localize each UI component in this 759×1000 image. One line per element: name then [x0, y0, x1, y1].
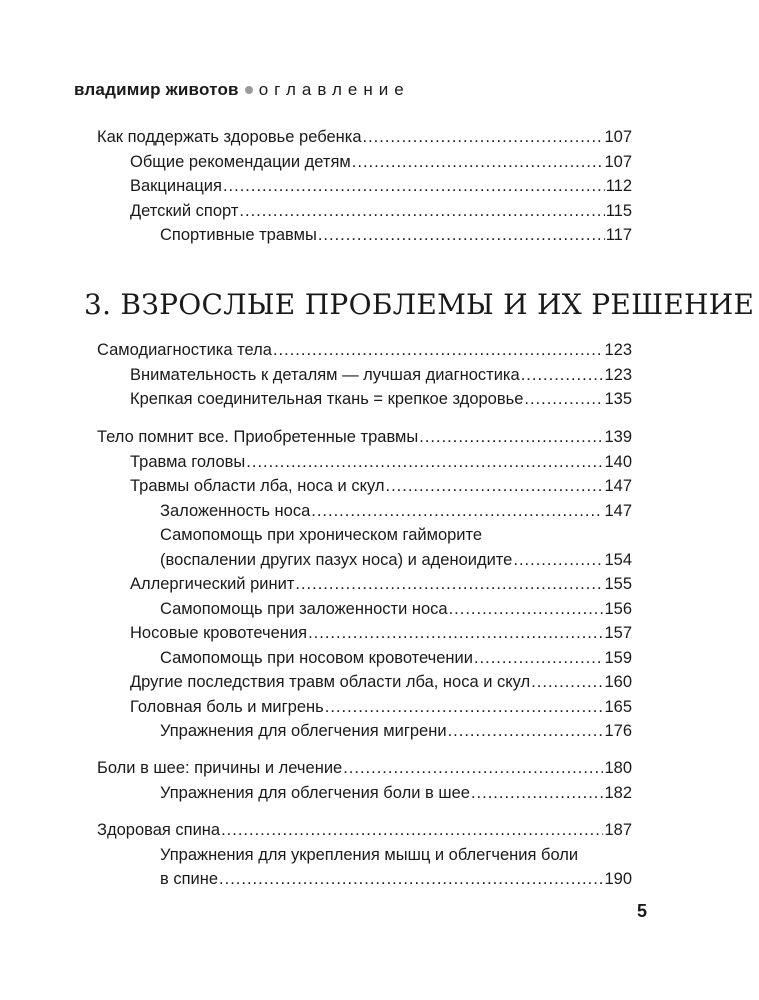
toc-entry[interactable]: Спортивные травмы ..... 117 [97, 226, 632, 250]
toc-entry[interactable]: Боли в шее: причины и лечение ..... 180 [97, 759, 632, 783]
toc-entry[interactable]: Упражнения для облегчения боли в шее ..... 182 [97, 784, 632, 808]
toc-entry[interactable]: в спине ..... 190 [97, 870, 632, 894]
toc-entry[interactable]: Аллергический ринит ..... 155 [97, 575, 632, 599]
toc-entry[interactable]: (воспалении других пазух носа) и аденоидите ..... 154 [97, 551, 632, 575]
page-number: 5 [637, 901, 648, 921]
toc-entry[interactable]: Вакцинация ..... 112 [97, 177, 632, 201]
toc-entry[interactable]: Крепкая соединительная ткань = крепкое здоровье ..... 135 [97, 390, 632, 414]
toc-entry-line1[interactable]: Упражнения для укрепления мышц и облегчения боли [160, 845, 579, 864]
toc-entry[interactable]: Упражнения для облегчения мигрени ..... 176 [97, 722, 632, 746]
toc-entry[interactable]: Травмы области лба, носа и скул ..... 147 [97, 477, 632, 501]
author-name: владимир животов [74, 80, 239, 99]
toc-entry[interactable]: Здоровая спина ..... 187 [97, 821, 632, 845]
running-header [74, 80, 410, 100]
toc-entry[interactable]: Тело помнит все. Приобретенные травмы ..... 139 [97, 428, 632, 452]
section-name: оглавление [258, 80, 410, 99]
toc-entry[interactable]: Детский спорт ..... 115 [97, 202, 632, 226]
toc-entry[interactable]: Носовые кровотечения ..... 157 [97, 624, 632, 648]
toc-entry[interactable]: Общие рекомендации детям ..... 107 [97, 153, 632, 177]
toc-entry[interactable]: Самопомощь при носовом кровотечении ..... 159 [97, 649, 632, 673]
toc-entry-line1[interactable]: Самопомощь при хроническом гайморите [160, 526, 483, 544]
bullet-dot-icon [245, 86, 253, 94]
toc-entry[interactable]: Другие последствия травм области лба, носа и скул ..... 160 [97, 673, 632, 697]
toc-entry[interactable]: Самопомощь при заложенности носа ..... 156 [97, 600, 632, 624]
toc-entry[interactable]: Самодиагностика тела ..... 123 [97, 341, 632, 365]
toc-entry[interactable]: Травма головы ..... 140 [97, 453, 632, 477]
chapter-title: 3. ВЗРОСЛЫЕ ПРОБЛЕМЫ И ИХ РЕШЕНИЕ [84, 288, 755, 321]
toc-entry[interactable]: Как поддержать здоровье ребенка ..... 107 [97, 128, 632, 152]
toc-entry[interactable]: Головная боль и мигрень ..... 165 [97, 698, 632, 722]
toc-entry[interactable]: Заложенность носа ..... 147 [97, 502, 632, 526]
toc-entry[interactable]: Внимательность к деталям — лучшая диагностика ..... 123 [97, 366, 632, 390]
